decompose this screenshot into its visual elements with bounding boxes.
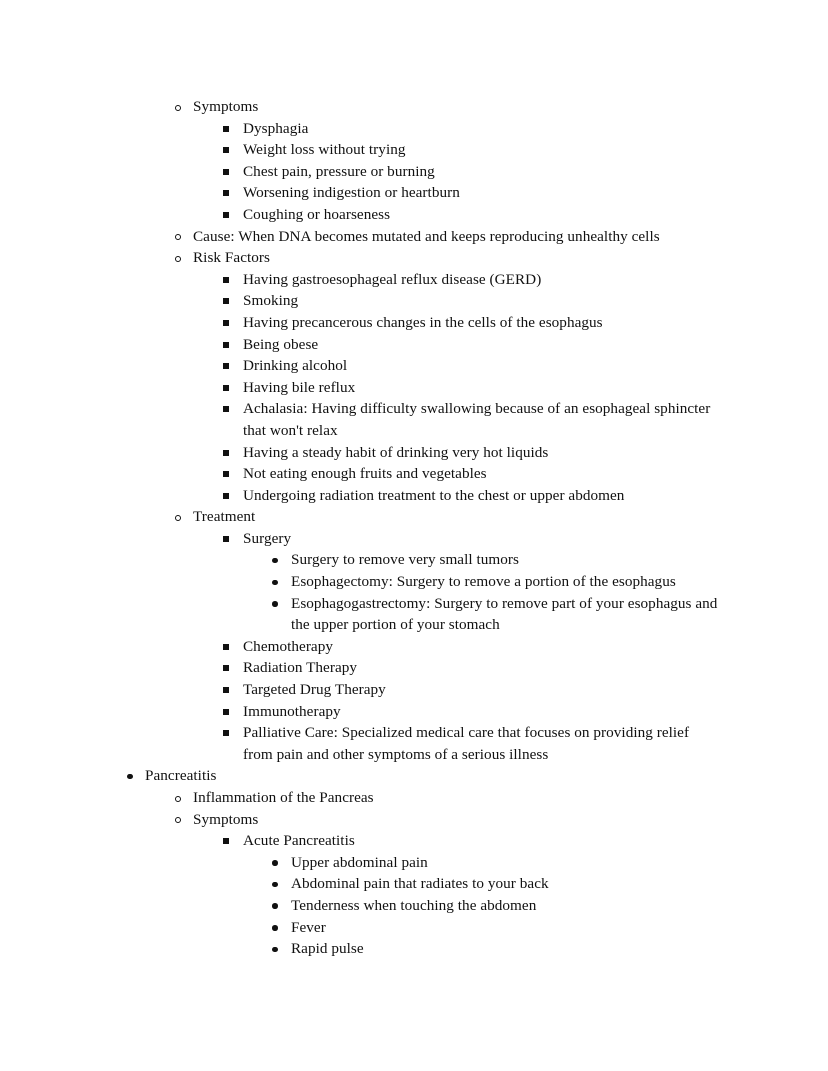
filled-square-bullet-icon: [223, 730, 229, 736]
outline-item: [0, 895, 828, 917]
filled-square-bullet-icon: [223, 126, 229, 132]
hollow-circle-bullet-icon: [175, 234, 181, 240]
outline-item-row: [0, 485, 828, 507]
outline-item: [0, 830, 828, 852]
outline-item-label: Drinking alcohol: [243, 357, 348, 375]
outline-item: [0, 269, 828, 291]
outline-item-row: [0, 312, 828, 334]
outline-item-row: [0, 118, 828, 140]
filled-disc-bullet-icon: [272, 903, 278, 909]
outline-item: [0, 290, 828, 312]
outline-item-label: Surgery: [243, 529, 292, 547]
outline-item-row: [0, 938, 828, 960]
outline-item: [0, 765, 828, 787]
outline-item-row: [0, 463, 828, 485]
outline-item-label: Undergoing radiation treatment to the chest or upper abdomen: [243, 486, 625, 504]
filled-square-bullet-icon: [223, 665, 229, 671]
outline-item-row: [0, 204, 828, 226]
filled-square-bullet-icon: [223, 320, 229, 326]
outline-item-label: Chemotherapy: [243, 637, 334, 655]
filled-square-bullet-icon: [223, 298, 229, 304]
outline-item: [0, 571, 828, 593]
outline-item-label: Upper abdominal pain: [291, 853, 428, 871]
outline-item: [0, 528, 828, 550]
outline-item-row: [0, 809, 828, 831]
outline-item-label: Symptoms: [193, 810, 259, 828]
outline-item-label: Risk Factors: [193, 249, 270, 267]
filled-square-bullet-icon: [223, 536, 229, 542]
outline-item-row: [0, 398, 828, 441]
outline-item: [0, 334, 828, 356]
outline-item-label: Fever: [291, 918, 326, 936]
outline-item-label: Achalasia: Having difficulty swallowing because of an esophageal sphincter that won't relax: [243, 400, 715, 439]
hollow-circle-bullet-icon: [175, 817, 181, 823]
outline-item-row: [0, 917, 828, 939]
outline-item-row: [0, 571, 828, 593]
filled-square-bullet-icon: [223, 450, 229, 456]
outline-item-label: Worsening indigestion or heartburn: [243, 184, 460, 202]
filled-square-bullet-icon: [223, 169, 229, 175]
outline-item-row: [0, 290, 828, 312]
outline-item-row: [0, 830, 828, 852]
outline-item: [0, 679, 828, 701]
outline-item-row: [0, 528, 828, 550]
outline-item-row: [0, 355, 828, 377]
outline-item-label: Surgery to remove very small tumors: [291, 551, 519, 569]
hollow-circle-bullet-icon: [175, 515, 181, 521]
filled-square-bullet-icon: [223, 363, 229, 369]
outline-item: [0, 204, 828, 226]
filled-square-bullet-icon: [223, 493, 229, 499]
outline-item: [0, 312, 828, 334]
outline-item-label: Coughing or hoarseness: [243, 205, 391, 223]
outline-item-label: Palliative Care: Specialized medical care that focuses on providing relief from pain and other symptoms of a serious illness: [243, 724, 693, 763]
filled-square-bullet-icon: [223, 385, 229, 391]
outline-item: [0, 139, 828, 161]
outline-item: [0, 355, 828, 377]
outline-item-label: Not eating enough fruits and vegetables: [243, 465, 487, 483]
filled-square-bullet-icon: [223, 342, 229, 348]
outline-item-label: Esophagogastrectomy: Surgery to remove part of your esophagus and the upper portion of your stomach: [291, 594, 722, 634]
outline-item-row: [0, 593, 828, 636]
outline-item-label: Being obese: [243, 335, 319, 353]
outline-item-row: [0, 506, 828, 528]
filled-disc-bullet-icon: [272, 601, 278, 607]
filled-square-bullet-icon: [223, 838, 229, 844]
outline-item: [0, 118, 828, 140]
outline-item: [0, 463, 828, 485]
filled-square-bullet-icon: [223, 190, 229, 196]
filled-square-bullet-icon: [223, 644, 229, 650]
outline-item-row: [0, 852, 828, 874]
outline-item: [0, 917, 828, 939]
outline-item-row: [0, 161, 828, 183]
outline-item: [0, 377, 828, 399]
filled-disc-bullet-icon: [127, 774, 133, 780]
outline-item-row: [0, 722, 828, 765]
outline-item-row: [0, 701, 828, 723]
outline-item-label: Rapid pulse: [291, 940, 364, 958]
filled-square-bullet-icon: [223, 687, 229, 693]
filled-disc-bullet-icon: [272, 558, 278, 564]
outline-item-label: Immunotherapy: [243, 702, 341, 720]
outline-item-row: [0, 269, 828, 291]
outline-item: [0, 852, 828, 874]
outline-item-row: [0, 96, 828, 118]
outline-item: [0, 226, 828, 248]
filled-square-bullet-icon: [223, 709, 229, 715]
filled-square-bullet-icon: [223, 147, 229, 153]
outline-item: [0, 161, 828, 183]
outline-item-label: Chest pain, pressure or burning: [243, 162, 435, 180]
filled-square-bullet-icon: [223, 406, 229, 412]
outline-item-label: Tenderness when touching the abdomen: [291, 896, 537, 914]
outline-item-label: Treatment: [193, 508, 256, 526]
outline-item-row: [0, 182, 828, 204]
outline-item-label: Inflammation of the Pancreas: [193, 789, 374, 806]
hollow-circle-bullet-icon: [175, 796, 181, 802]
outline-item-label: Pancreatitis: [145, 767, 217, 785]
filled-disc-bullet-icon: [272, 882, 278, 888]
outline-item-label: Weight loss without trying: [243, 141, 406, 159]
outline-item-row: [0, 139, 828, 161]
hollow-circle-bullet-icon: [175, 105, 181, 111]
outline-item-label: Having precancerous changes in the cells of the esophagus: [243, 313, 603, 331]
outline-item-row: [0, 873, 828, 895]
outline-item: [0, 873, 828, 895]
outline-item-label: Targeted Drug Therapy: [243, 681, 386, 699]
filled-disc-bullet-icon: [272, 580, 278, 586]
outline-item: [0, 506, 828, 528]
filled-disc-bullet-icon: [272, 925, 278, 931]
outline-item-label: Having bile reflux: [243, 378, 356, 396]
outline-item: [0, 636, 828, 658]
outline-item-row: [0, 657, 828, 679]
outline-item-row: [0, 549, 828, 571]
outline-item-row: [0, 765, 828, 787]
outline-item: [0, 787, 828, 809]
outline-item-label: Esophagectomy: Surgery to remove a portion of the esophagus: [291, 573, 676, 591]
filled-disc-bullet-icon: [272, 947, 278, 953]
outline-item-row: [0, 679, 828, 701]
outline-item: [0, 398, 828, 441]
outline-item: [0, 485, 828, 507]
outline-item-row: [0, 226, 828, 248]
outline-item-label: Acute Pancreatitis: [243, 832, 355, 850]
filled-disc-bullet-icon: [272, 860, 278, 866]
outline-item-label: Radiation Therapy: [243, 659, 358, 677]
filled-square-bullet-icon: [223, 471, 229, 477]
outline-item: [0, 657, 828, 679]
outline-item-row: [0, 334, 828, 356]
outline-item-row: [0, 377, 828, 399]
filled-square-bullet-icon: [223, 277, 229, 283]
outline-item: [0, 182, 828, 204]
outline-item-row: [0, 247, 828, 269]
outline-item: [0, 247, 828, 269]
outline-item-label: Having gastroesophageal reflux disease (GERD): [243, 270, 542, 288]
outline-item-label: Having a steady habit of drinking very hot liquids: [243, 443, 549, 461]
outline-item-row: [0, 895, 828, 917]
outline-item: [0, 938, 828, 960]
outline-item: [0, 593, 828, 636]
outline-item: [0, 549, 828, 571]
outline-list: [0, 96, 828, 960]
outline-item-label: Symptoms: [193, 98, 259, 115]
outline-item: [0, 442, 828, 464]
outline-item-label: Smoking: [243, 292, 299, 310]
filled-square-bullet-icon: [223, 212, 229, 218]
outline-item: [0, 701, 828, 723]
hollow-circle-bullet-icon: [175, 256, 181, 262]
outline-item: [0, 722, 828, 765]
outline-item-label: Abdominal pain that radiates to your back: [291, 875, 549, 893]
outline-item-row: [0, 636, 828, 658]
outline-item: [0, 809, 828, 831]
outline-item: [0, 96, 828, 118]
outline-item-label: Dysphagia: [243, 119, 309, 137]
outline-item-label: Cause: When DNA becomes mutated and keeps reproducing unhealthy cells: [193, 227, 660, 245]
outline-item-row: [0, 787, 828, 809]
outline-item-row: [0, 442, 828, 464]
